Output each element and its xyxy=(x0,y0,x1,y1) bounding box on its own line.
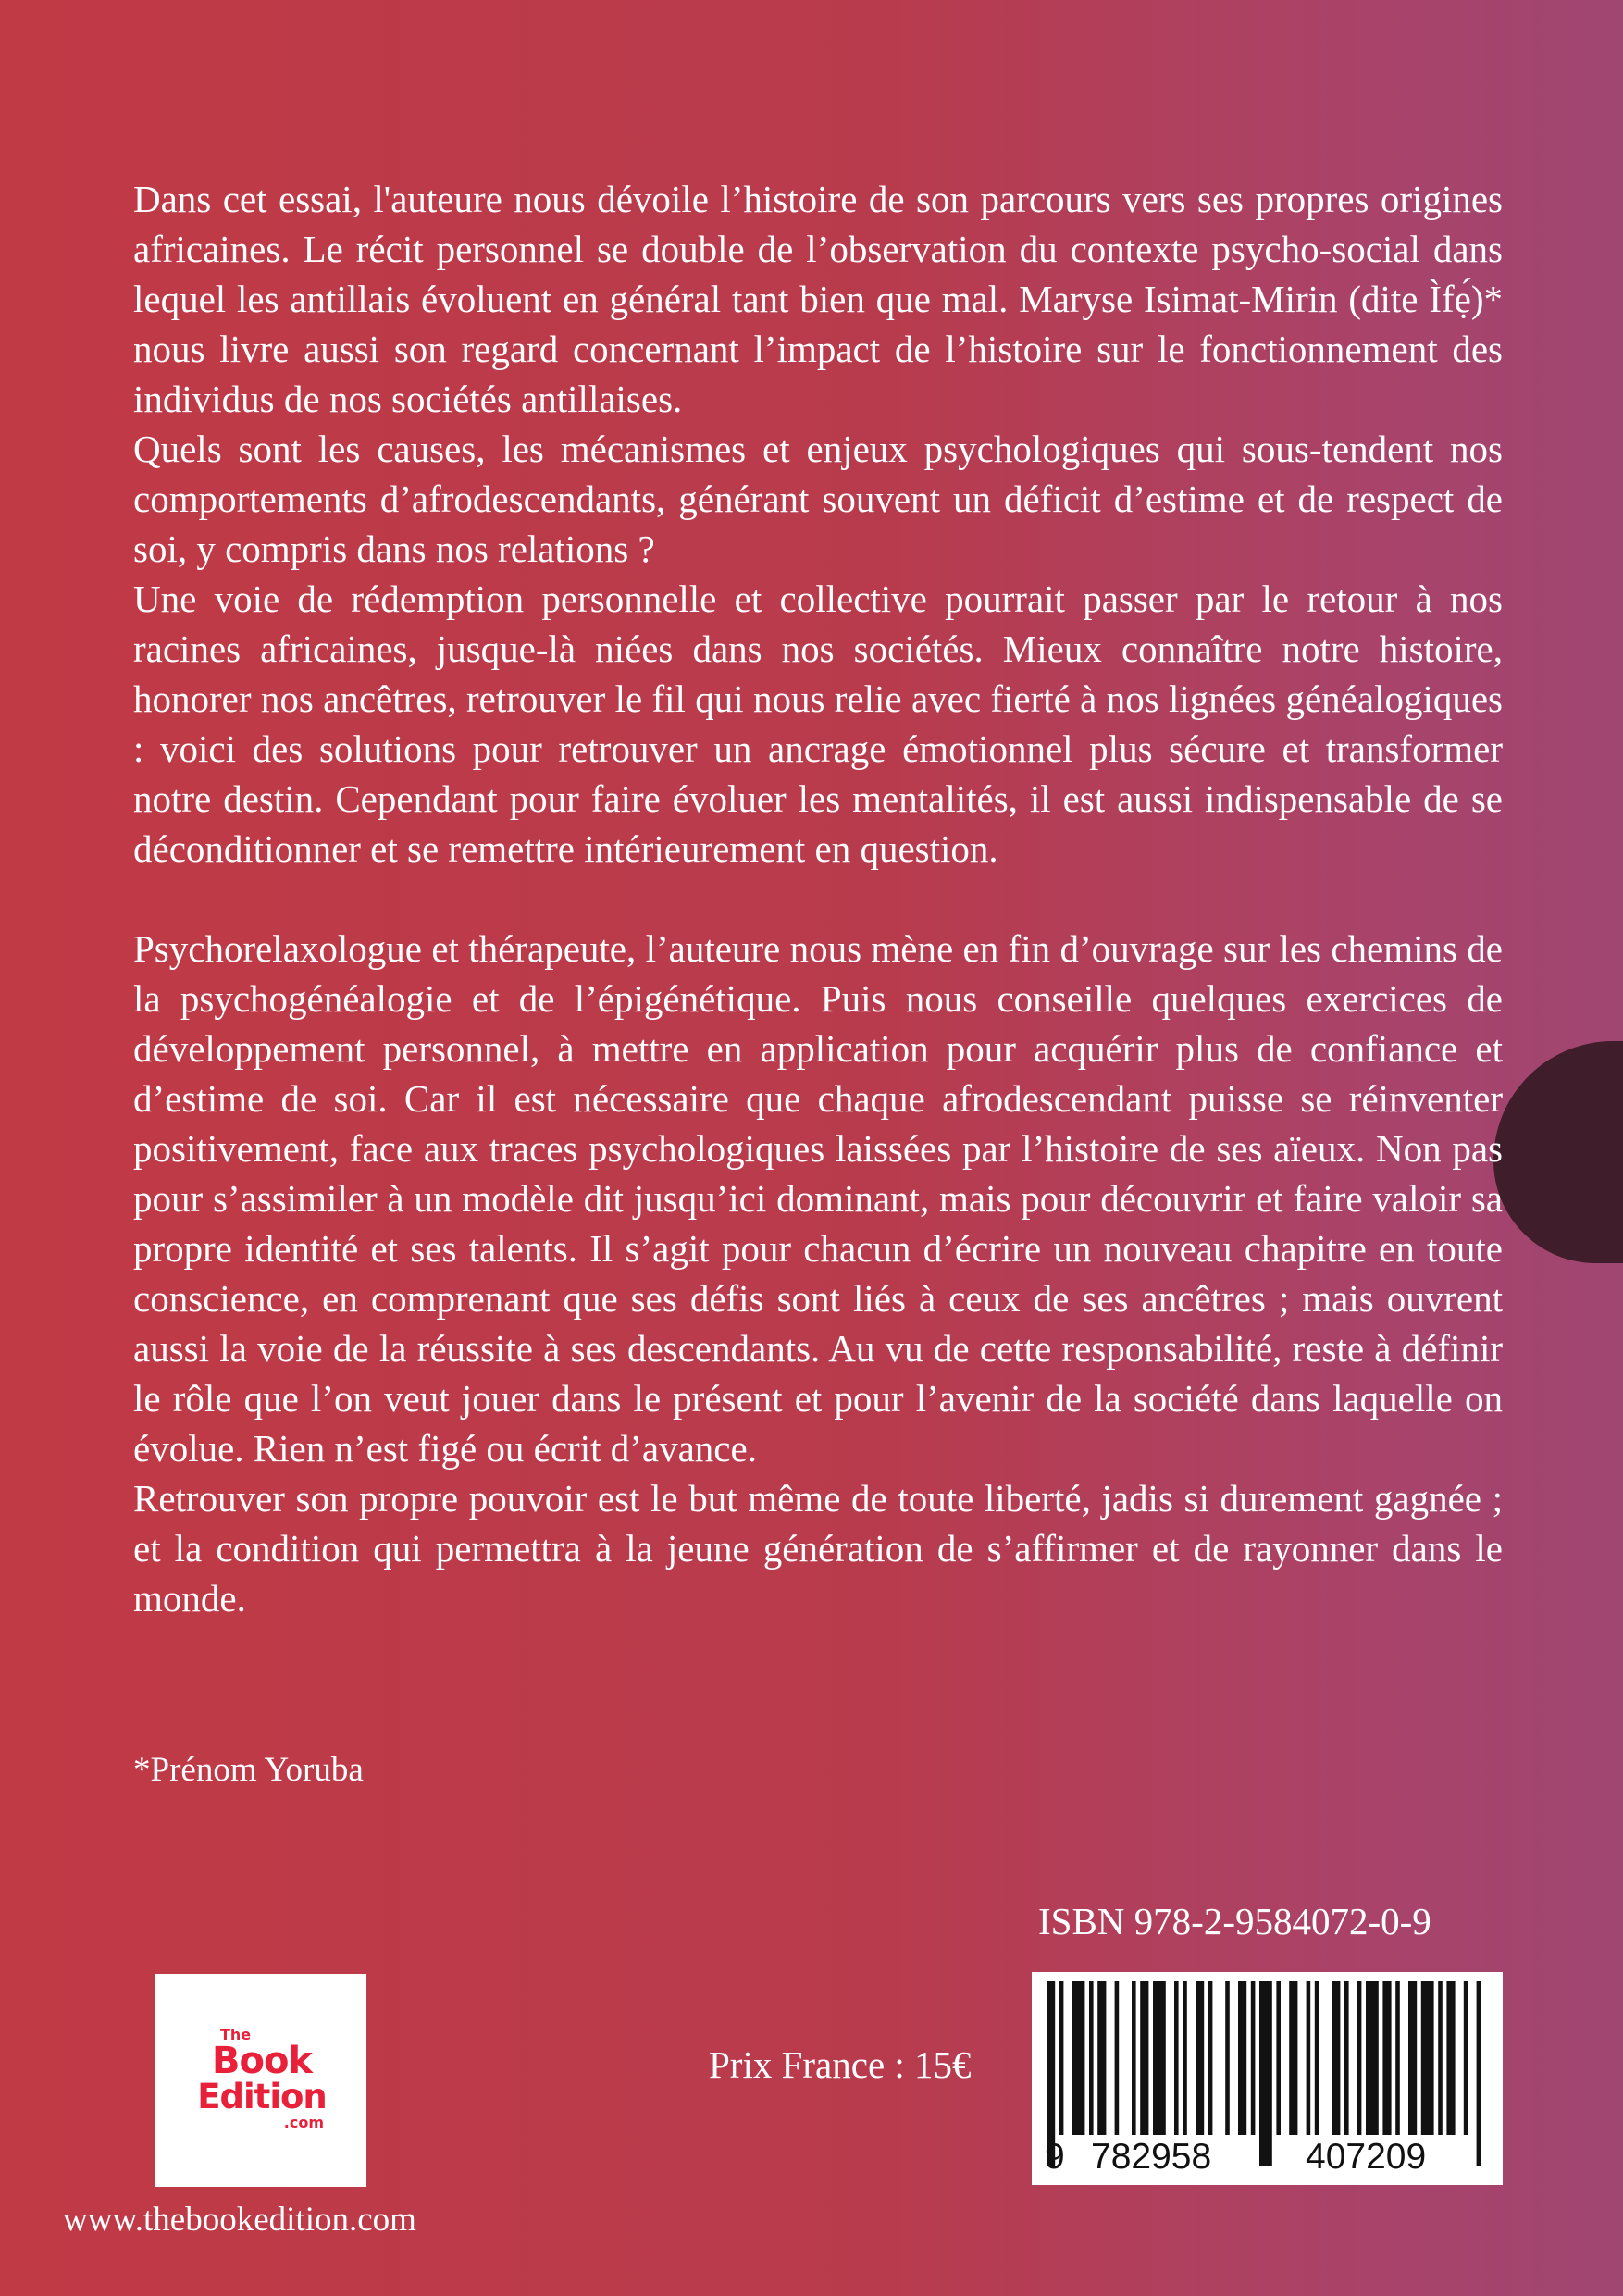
barcode-bar xyxy=(1315,1981,1319,2135)
barcode-bar xyxy=(1183,1981,1187,2135)
back-cover-blurb xyxy=(133,174,1503,1623)
barcode-bar xyxy=(1115,1981,1120,2135)
logo-book-text: Book xyxy=(211,2040,313,2082)
barcode-bar xyxy=(1332,1981,1340,2135)
barcode-bar xyxy=(1395,1981,1400,2135)
barcode-digits xyxy=(1045,2137,1493,2178)
barcode-bar xyxy=(1382,1981,1391,2135)
barcode-bar xyxy=(1464,1981,1468,2135)
barcode-bar xyxy=(1357,1981,1362,2135)
barcode-bar xyxy=(1089,1981,1094,2135)
decorative-dark-shape xyxy=(1493,1041,1623,1263)
blurb-paragraph-5: Retrouver son propre pouvoir est le but même de toute liberté, jadis si durement gagnée ; et la condition qui permettra à la jeune génération de s’affirmer et de rayonner dans le monde. xyxy=(133,1477,1503,1620)
barcode-bar xyxy=(1238,1981,1246,2135)
barcode-bar xyxy=(1408,1981,1417,2135)
logo-edition-text: Edition xyxy=(197,2077,327,2116)
barcode xyxy=(1032,1972,1503,2185)
barcode-bar xyxy=(1366,1981,1379,2135)
barcode-right-group: 407209 xyxy=(1306,2137,1427,2177)
barcode-bar xyxy=(1446,1981,1455,2135)
footnote: *Prénom Yoruba xyxy=(133,1751,364,1789)
publisher-logo xyxy=(155,1974,366,2187)
barcode-bar xyxy=(1140,1981,1148,2135)
barcode-bar xyxy=(1289,1981,1297,2135)
barcode-bar xyxy=(1344,1981,1349,2135)
barcode-bar xyxy=(1208,1981,1213,2135)
isbn-label: ISBN 978-2-9584072-0-9 xyxy=(1038,1900,1431,1942)
blurb-paragraph-1: Dans cet essai, l'auteure nous dévoile l’histoire de son parcours vers ses propres origines africaines. Le récit personnel se double de l’observation du contexte psycho-social dans lequel les antillais évoluent en général tant bien que mal. Maryse Isimat-Mirin (dite Ìfẹ́)* nous livre aussi son regard concernant l’impact de l’histoire sur le fonctionnement des individus de nos sociétés antillaises. xyxy=(133,178,1503,420)
barcode-bar xyxy=(1438,1981,1443,2135)
barcode-bar xyxy=(1196,1981,1204,2135)
logo-com-text: .com xyxy=(283,2114,324,2131)
barcode-bar xyxy=(1307,1981,1311,2135)
barcode-bar xyxy=(1132,1981,1136,2135)
barcode-left-group: 782958 xyxy=(1091,2137,1212,2177)
blurb-paragraph-4: Psychorelaxologue et thérapeute, l’auteure nous mène en fin d’ouvrage sur les chemins de la psychogénéalogie et de l’épigénétique. Puis nous conseille quelques exercices de développement personnel, à mettre en application pour acquérir plus de confiance et d’estime de soi. Car il est nécessaire que chaque afrodescendant puisse se réinventer positivement, face aux traces psychologiques laissées par l’histoire de ses aïeux. Non pas pour s’assimiler à un modèle dit jusqu’ici dominant, mais pour découvrir et faire valoir sa propre identité et ses talents. Il s’agit pour chacun d’écrire un nouveau chapitre en toute conscience, en comprenant que ses défis sont liés à ceux de ses ancêtres ; mais ouvrent aussi la voie de la réussite à ses descendants. Au vu de cette responsabilité, reste à définir le rôle que l’on veut jouer dans le présent et pour l’avenir de la société dans laquelle on évolue. Rien n’est figé ou écrit d’avance. xyxy=(133,927,1503,1470)
blurb-paragraph-2: Quels sont les causes, les mécanismes et enjeux psychologiques qui sous-tendent nos comportements d’afrodescendants, générant souvent un déficit d’estime et de respect de soi, y compris dans nos relations ? xyxy=(133,428,1503,570)
publisher-website: www.thebookedition.com xyxy=(63,2201,416,2239)
barcode-first-digit: 9 xyxy=(1045,2137,1065,2177)
price-label: Prix France : 15€ xyxy=(709,2043,972,2086)
barcode-bar xyxy=(1225,1981,1230,2135)
barcode-bar xyxy=(1153,1981,1166,2135)
barcode-bar xyxy=(1421,1981,1434,2135)
barcode-bar xyxy=(1072,1981,1085,2135)
barcode-bar xyxy=(1097,1981,1106,2135)
logo-the-text: The xyxy=(220,2026,252,2043)
barcode-bar xyxy=(1059,1981,1064,2135)
barcode-bar xyxy=(1174,1981,1179,2135)
barcode-bar xyxy=(1276,1981,1281,2135)
blurb-paragraph-3: Une voie de rédemption personnelle et collective pourrait passer par le retour à nos racines africaines, jusque-là niées dans nos sociétés. Mieux connaître notre histoire, honorer nos ancêtres, retrouver le fil qui nous relie avec fierté à nos lignées généalogiques : voici des solutions pour retrouver un ancrage émotionnel plus sécure et transformer notre destin. Cependant pour faire évoluer les mentalités, il est aussi indispensable de se déconditionner et se remettre intérieurement en question. xyxy=(133,577,1503,870)
barcode-bar xyxy=(1251,1981,1256,2135)
